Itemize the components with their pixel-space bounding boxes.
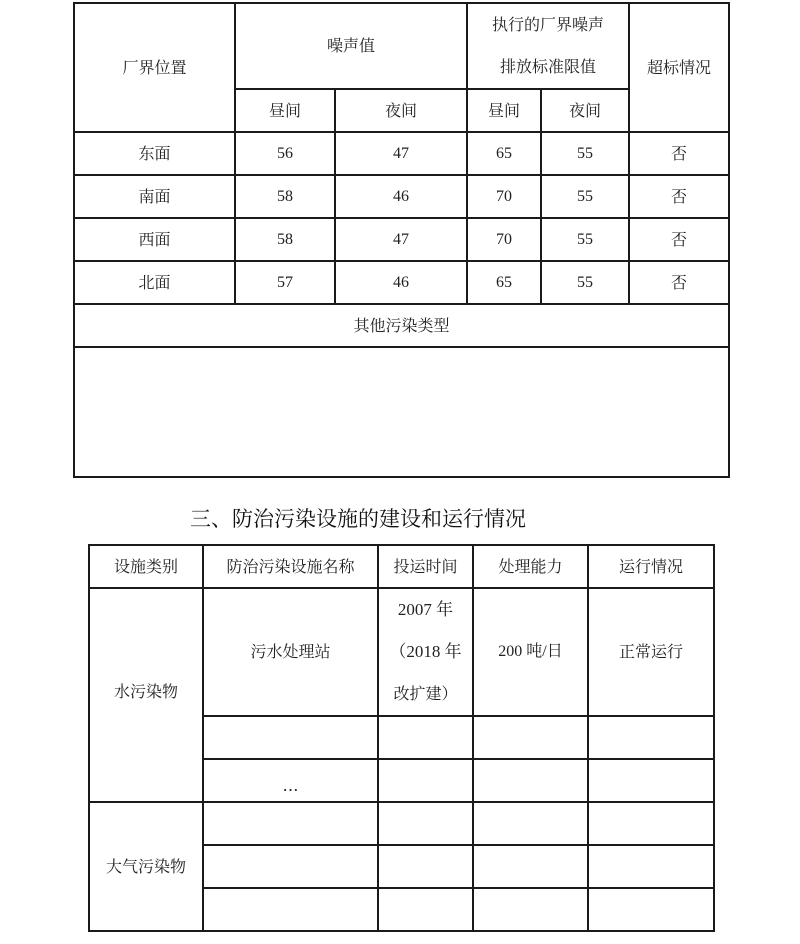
start-time-cell <box>378 588 473 716</box>
header-limit-day: 昼间 <box>467 89 541 132</box>
limit-day-cell: 70 <box>467 175 541 218</box>
header-capacity: 处理能力 <box>473 545 588 588</box>
facility-name-cell: 污水处理站 <box>203 588 378 716</box>
night-value-cell: 46 <box>335 175 467 218</box>
limit-night-cell: 55 <box>541 175 629 218</box>
header-exceed: 超标情况 <box>629 3 729 132</box>
capacity-cell: 200 吨/日 <box>473 588 588 716</box>
other-pollution-label: 其他污染类型 <box>74 304 729 347</box>
start-time-cell <box>378 845 473 888</box>
limit-day-cell: 70 <box>467 218 541 261</box>
section-title <box>0 503 800 533</box>
table-row <box>74 218 729 261</box>
start-time-cell <box>378 716 473 759</box>
status-cell <box>588 888 714 931</box>
air-category-cell: 大气污染物 <box>89 802 203 931</box>
status-cell <box>588 716 714 759</box>
status-cell <box>588 845 714 888</box>
table-row <box>74 175 729 218</box>
header-standard-limit <box>467 3 629 89</box>
start-time-cell <box>378 802 473 845</box>
night-value-cell: 47 <box>335 218 467 261</box>
table-row <box>89 588 714 716</box>
header-noise-value: 噪声值 <box>235 3 467 89</box>
day-value-cell: 56 <box>235 132 335 175</box>
facility-name-cell: … <box>203 759 378 802</box>
capacity-cell <box>473 845 588 888</box>
status-cell <box>588 802 714 845</box>
header-standard-limit-line1: 执行的厂界噪声 <box>492 15 605 34</box>
capacity-cell <box>473 802 588 845</box>
position-cell: 南面 <box>74 175 235 218</box>
status-cell <box>588 759 714 802</box>
capacity-cell <box>473 888 588 931</box>
header-start-time: 投运时间 <box>378 545 473 588</box>
header-position: 厂界位置 <box>74 3 235 132</box>
start-time-cell <box>378 888 473 931</box>
position-cell: 北面 <box>74 261 235 304</box>
section-title-text: 三、防治污染设施的建设和运行情况 <box>190 507 526 531</box>
facility-name-cell <box>203 802 378 845</box>
limit-day-cell: 65 <box>467 261 541 304</box>
header-status: 运行情况 <box>588 545 714 588</box>
status-cell: 正常运行 <box>588 588 714 716</box>
table-row <box>74 132 729 175</box>
exceed-cell: 否 <box>629 175 729 218</box>
noise-table <box>73 2 730 478</box>
start-time-line3: 改扩建） <box>393 684 458 703</box>
capacity-cell <box>473 759 588 802</box>
header-standard-limit-line2: 排放标准限值 <box>500 57 597 76</box>
night-value-cell: 47 <box>335 132 467 175</box>
table-row <box>89 802 714 845</box>
other-pollution-content <box>74 347 729 477</box>
facility-name-cell <box>203 716 378 759</box>
start-time-line1: 2007 年 <box>397 600 454 619</box>
day-value-cell: 58 <box>235 218 335 261</box>
header-noise-day: 昼间 <box>235 89 335 132</box>
start-time-line2: （2018 年 <box>389 642 462 661</box>
table-row <box>74 261 729 304</box>
night-value-cell: 46 <box>335 261 467 304</box>
capacity-cell <box>473 716 588 759</box>
header-limit-night: 夜间 <box>541 89 629 132</box>
facility-table <box>88 544 715 932</box>
day-value-cell: 58 <box>235 175 335 218</box>
header-facility-name: 防治污染设施名称 <box>203 545 378 588</box>
header-noise-night: 夜间 <box>335 89 467 132</box>
start-time-cell <box>378 759 473 802</box>
facility-name-cell <box>203 888 378 931</box>
position-cell: 西面 <box>74 218 235 261</box>
header-category: 设施类别 <box>89 545 203 588</box>
exceed-cell: 否 <box>629 261 729 304</box>
limit-night-cell: 55 <box>541 132 629 175</box>
day-value-cell: 57 <box>235 261 335 304</box>
limit-day-cell: 65 <box>467 132 541 175</box>
position-cell: 东面 <box>74 132 235 175</box>
limit-night-cell: 55 <box>541 218 629 261</box>
limit-night-cell: 55 <box>541 261 629 304</box>
facility-name-cell <box>203 845 378 888</box>
exceed-cell: 否 <box>629 132 729 175</box>
exceed-cell: 否 <box>629 218 729 261</box>
water-category-cell: 水污染物 <box>89 588 203 802</box>
